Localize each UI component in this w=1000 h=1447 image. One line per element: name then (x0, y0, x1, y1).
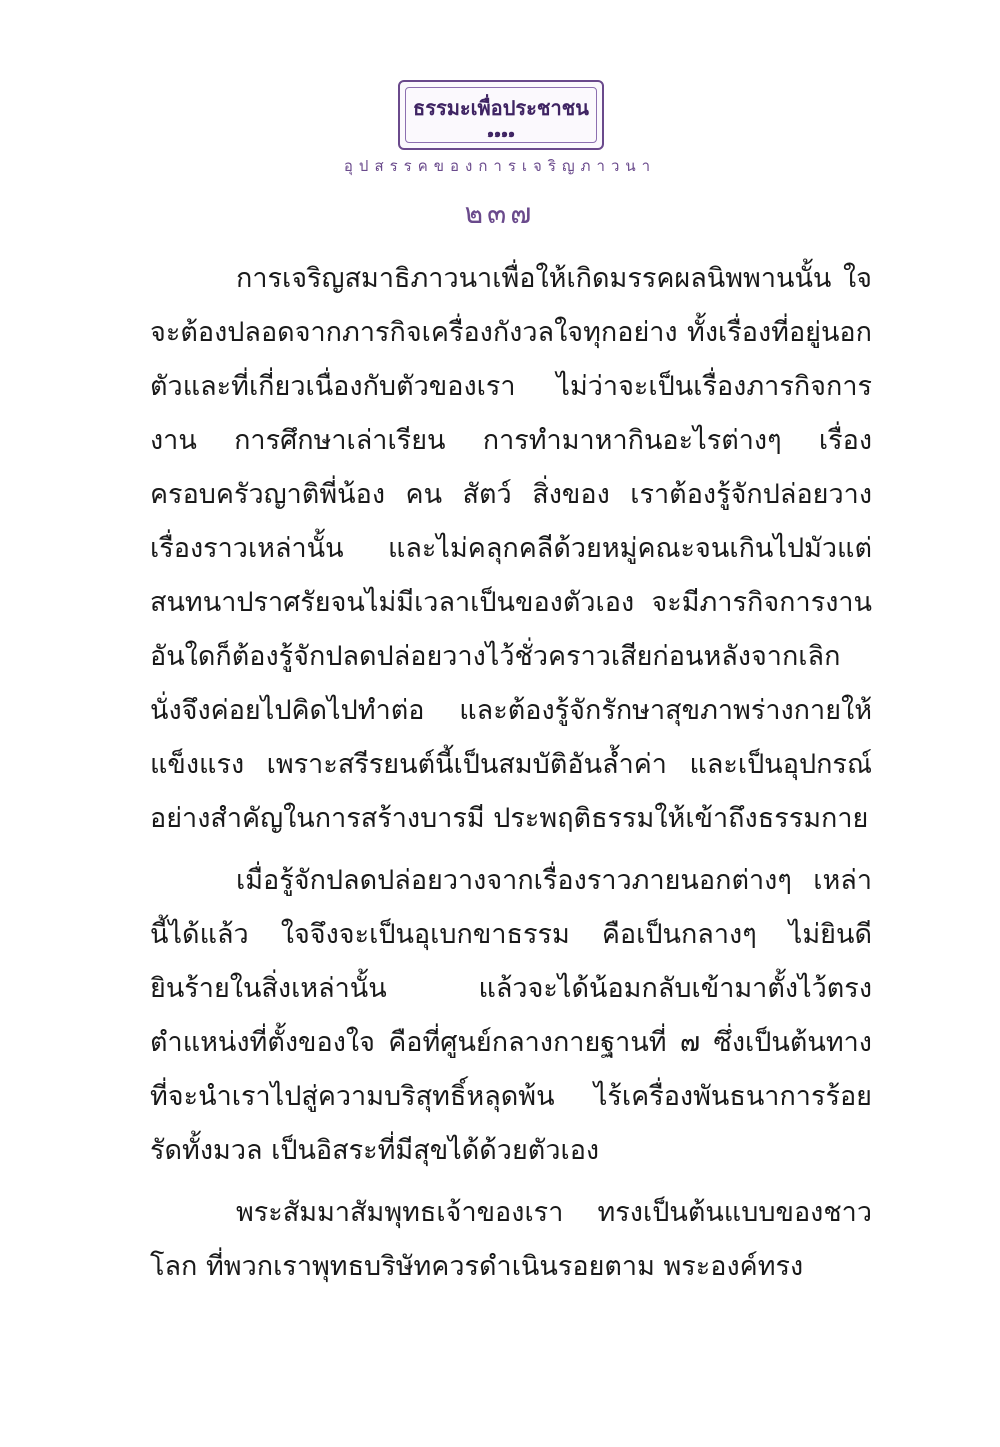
logo-subtitle: ๑๑๑๑ (487, 127, 515, 140)
chapter-title: อุปสรรคของการเจริญภาวนา (343, 157, 657, 175)
logo-title: ธรรมะเพื่อประชาชน (413, 96, 589, 120)
body-text (150, 252, 872, 1302)
book-logo (398, 80, 604, 150)
paragraph: การเจริญสมาธิภาวนาเพื่อให้เกิดมรรคผลนิพพานนั้น ใจจะต้องปลอดจากภารกิจเครื่องกังวลใจทุกอย่าง ทั้งเรื่องที่อยู่นอกตัวและที่เกี่ยวเนื่องกับตัวของเรา ไม่ว่าจะเป็นเรื่องภารกิจการงาน การศึกษาเล่าเรียน การทำมาหากินอะไรต่างๆ เรื่องครอบครัวญาติพี่น้อง คน สัตว์ สิ่งของ เราต้องรู้จักปล่อยวางเรื่องราวเหล่านั้น และไม่คลุกคลีด้วยหมู่คณะจนเกินไปมัวแต่สนทนาปราศรัยจนไม่มีเวลาเป็นของตัวเอง จะมีภารกิจการงานอันใดก็ต้องรู้จักปลดปล่อยวางไว้ชั่วคราวเสียก่อนหลังจากเลิกนั่งจึงค่อยไปคิดไปทำต่อ และต้องรู้จักรักษาสุขภาพร่างกายให้แข็งแรง เพราะสรีรยนต์นี้เป็นสมบัติอันล้ำค่า และเป็นอุปกรณ์อย่างสำคัญในการสร้างบารมี ประพฤติธรรมให้เข้าถึงธรรมกาย (150, 263, 872, 834)
paragraph: เมื่อรู้จักปลดปล่อยวางจากเรื่องราวภายนอกต่างๆ เหล่านี้ได้แล้ว ใจจึงจะเป็นอุเบกขาธรรม คือเป็นกลางๆ ไม่ยินดียินร้ายในสิ่งเหล่านั้น แล้วจะได้น้อมกลับเข้ามาตั้งไว้ตรงตำแหน่งที่ตั้งของใจ คือที่ศูนย์กลางกายฐานที่ ๗ ซึ่งเป็นต้นทางที่จะนำเราไปสู่ความบริสุทธิ์หลุดพ้น ไร้เครื่องพันธนาการร้อยรัดทั้งมวล เป็นอิสระที่มีสุขได้ด้วยตัวเอง (150, 865, 872, 1166)
paragraph: พระสัมมาสัมพุทธเจ้าของเรา ทรงเป็นต้นแบบของชาวโลก ที่พวกเราพุทธบริษัทควรดำเนินรอยตาม พระองค์ทรง (150, 1197, 872, 1282)
page-number: ๒๓๗ (464, 197, 536, 230)
